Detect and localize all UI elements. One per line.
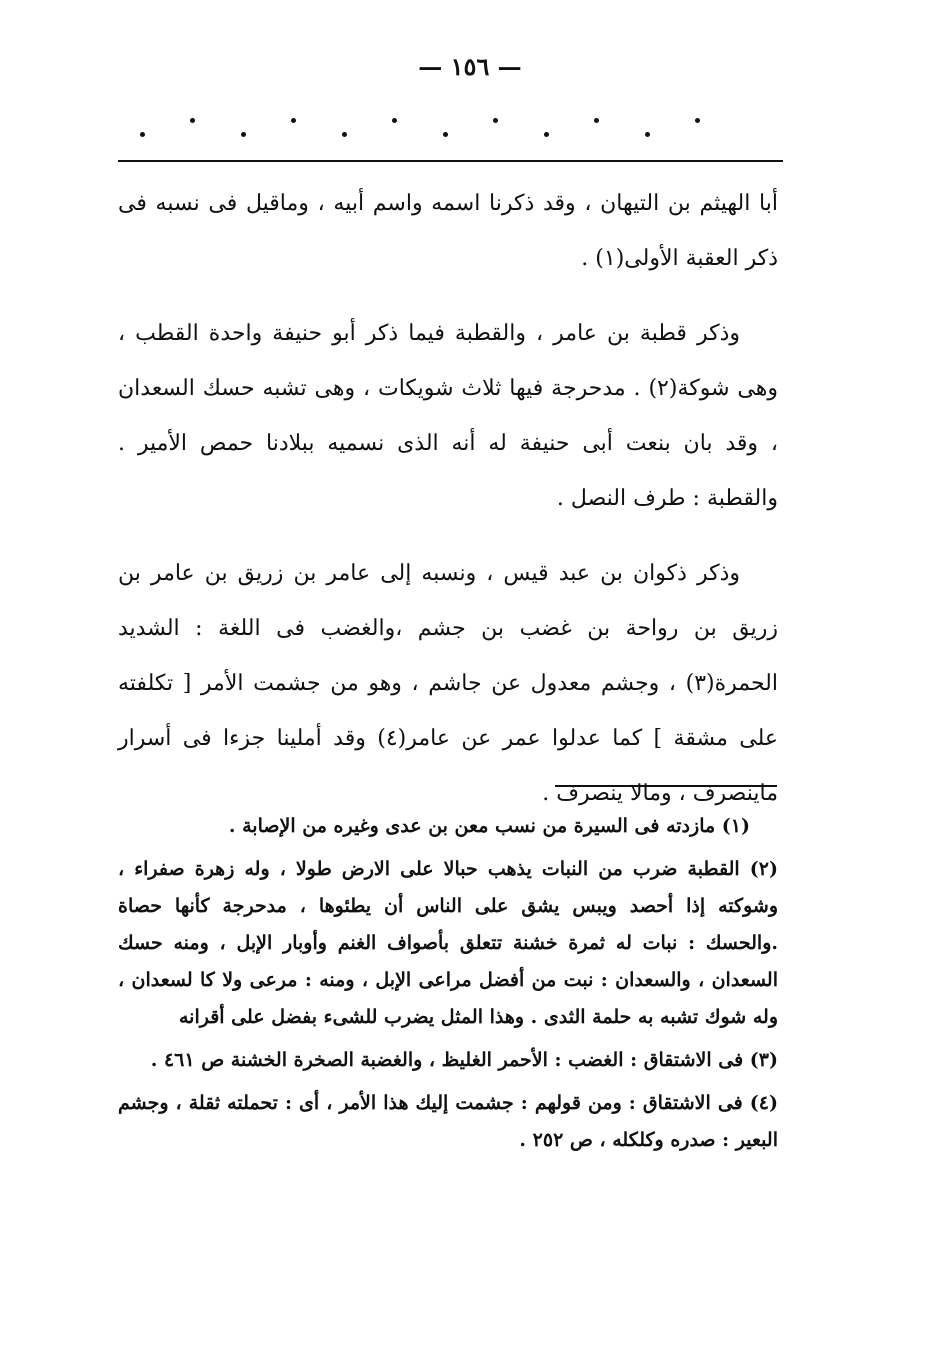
ornament-dot	[140, 132, 145, 137]
footnote: (٢) القطبة ضرب من النبات يذهب حبالا على الارض طولا ، وله زهرة صفراء ، وشوكته إذا أحصد ويبس يشق على الناس أن يطئوها ، مدحرجة كأنها حصاة .والحسك : نبات له ثمرة خشنة تتعلق بأصواف الغنم وأوبار الإبل ، ومنه حسك السعدان ، والسعدان : نبت من أفضل مراعى الإبل ، ومنه : مرعى ولا كا لسعدان ، وله شوك تشبه به حلمة الثدى . وهذا المثل يضرب للشىء بفضل على أقرانه	[118, 858, 778, 1028]
ornament-dot	[190, 118, 195, 123]
footnote: (٤) فى الاشتقاق : ومن قولهم : جشمت إليك هذا الأمر ، أى : تحملته ثقلة ، وجشم البعير : صدره وكلكله ، ص ٢٥٢ .	[118, 1092, 778, 1151]
header-rule	[118, 160, 783, 162]
page-number: — ١٥٦ —	[418, 52, 522, 81]
paragraph: أبا الهيثم بن التيهان ، وقد ذكرنا اسمه واسم أبيه ، وماقيل فى نسبه فى ذكر العقبة الأولى(١) .	[118, 191, 778, 271]
footnotes	[118, 808, 778, 1159]
ornament-dot	[392, 118, 397, 123]
footnote: (١) مازدته فى السيرة من نسب معن بن عدى وغيره من الإصابة .	[228, 815, 750, 837]
ornament-dot	[291, 118, 296, 123]
footnote-rule	[555, 785, 777, 787]
ornament-dot	[645, 132, 650, 137]
ornament-dot	[594, 118, 599, 123]
ornament-dot	[493, 118, 498, 123]
paragraph: وذكر ذكوان بن عبد قيس ، ونسبه إلى عامر بن زريق بن عامر بن زريق بن رواحة بن غضب بن جشم ،والغضب فى اللغة : الشديد الحمرة(٣) ، وجشم معدول عن جاشم ، وهو من جشمت الأمر [ تكلفته على مشقة ] كما عدلوا عمر عن عامر(٤) وقد أملينا جزءا فى أسرار ماينصرف ، ومالا ينصرف .	[118, 561, 778, 806]
main-text	[118, 176, 778, 821]
ornamental-dots	[140, 118, 700, 137]
ornament-dot	[241, 132, 246, 137]
ornament-dot	[443, 132, 448, 137]
paragraph: وذكر قطبة بن عامر ، والقطبة فيما ذكر أبو حنيفة واحدة القطب ، وهى شوكة(٢) . مدحرجة فيها ثلاث شويكات ، وهى تشبه حسك السعدان ، وقد بان بنعت أبى حنيفة له أنه الذى نسميه ببلادنا حمص الأمير . والقطبة : طرف النصل .	[118, 321, 778, 511]
ornament-dot	[695, 118, 700, 123]
ornament-dot	[544, 132, 549, 137]
footnote: (٣) فى الاشتقاق : الغضب : الأحمر الغليظ ، والغضبة الصخرة الخشنة ص ٤٦١ .	[150, 1049, 778, 1071]
ornament-dot	[342, 132, 347, 137]
